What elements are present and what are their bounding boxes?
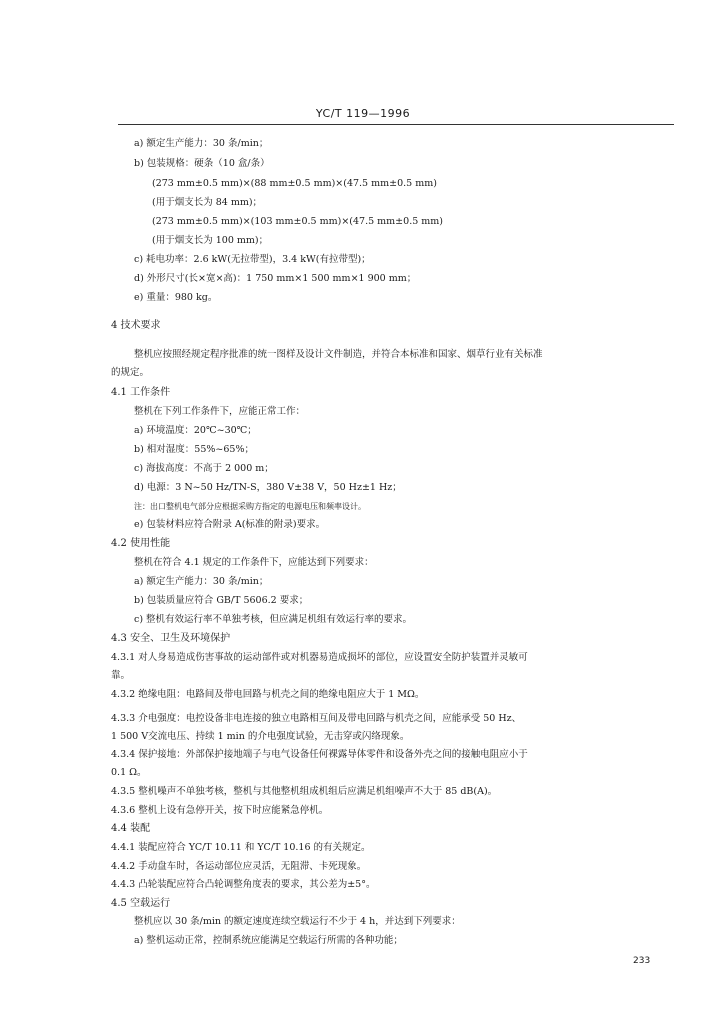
item-e-weight: e) 重量：980 kg。 <box>134 292 218 303</box>
clause-4-3-3: 4.3.3 介电强度：电控设备非电连接的独立电路相互间及带电回路与机壳之间，应能承受 50 Hz、 <box>111 713 522 724</box>
performance-a-capacity: a) 额定生产能力：30 条/min； <box>134 576 269 587</box>
clause-4-3-5: 4.3.5 整机噪声不单独考核，整机与其他整机组成机组后应满足机组噪声不大于 85 dB(A)。 <box>111 786 498 797</box>
clause-4-3-1-cont: 靠。 <box>111 670 131 681</box>
section-4-2-intro: 整机在符合 4.1 规定的工作条件下，应能达到下列要求： <box>134 557 374 568</box>
dimension-note-84: (用于烟支长为 84 mm)； <box>152 197 263 208</box>
performance-b-quality: b) 包装质量应符合 GB/T 5606.2 要求； <box>134 595 309 606</box>
section-4-1-intro: 整机在下列工作条件下，应能正常工作： <box>134 406 306 417</box>
section-4-paragraph: 整机应按照经规定程序批准的统一图样及设计文件制造，并符合本标准和国家、烟草行业有关标准 <box>134 349 543 360</box>
section-4-5-intro: 整机应以 30 条/min 的额定速度连续空载运行不少于 4 h，并达到下列要求： <box>134 916 461 927</box>
dimension-line-84: (273 mm±0.5 mm)×(88 mm±0.5 mm)×(47.5 mm±0.5 mm) <box>152 178 437 189</box>
clause-4-4-2: 4.4.2 手动盘车时，各运动部位应灵活，无阻滞、卡死现象。 <box>111 861 367 872</box>
page-number: 233 <box>633 956 651 966</box>
header-rule <box>118 124 674 125</box>
item-a-rated-capacity: a) 额定生产能力：30 条/min； <box>134 138 269 149</box>
condition-b-humidity: b) 相对湿度：55%~65%； <box>134 444 254 455</box>
section-4-title: 4 技术要求 <box>111 320 161 331</box>
section-4-4-title: 4.4 装配 <box>111 823 151 834</box>
clause-4-3-6: 4.3.6 整机上设有急停开关，按下时应能紧急停机。 <box>111 805 329 816</box>
performance-c-efficiency: c) 整机有效运行率不单独考核，但应满足机组有效运行率的要求。 <box>134 614 413 625</box>
power-supply-note: 注：出口整机电气部分应根据采购方指定的电源电压和频率设计。 <box>134 502 366 511</box>
clause-4-3-2: 4.3.2 绝缘电阻：电路间及带电回路与机壳之间的绝缘电阻应大于 1 MΩ。 <box>111 689 425 700</box>
condition-d-power-supply: d) 电源：3 N~50 Hz/TN-S，380 V±38 V，50 Hz±1 Hz； <box>134 482 402 493</box>
clause-4-3-4-cont: 0.1 Ω。 <box>111 767 147 778</box>
requirement-a-operation: a) 整机运动正常，控制系统应能满足空载运行所需的各种功能； <box>134 935 403 946</box>
section-4-1-title: 4.1 工作条件 <box>111 387 171 398</box>
clause-4-4-1: 4.4.1 装配应符合 YC/T 10.11 和 YC/T 10.16 的有关规定。 <box>111 842 371 853</box>
section-4-3-title: 4.3 安全、卫生及环境保护 <box>111 633 231 644</box>
condition-c-altitude: c) 海拔高度：不高于 2 000 m； <box>134 463 274 474</box>
dimension-note-100: (用于烟支长为 100 mm)； <box>152 235 269 246</box>
item-c-power: c) 耗电功率：2.6 kW(无拉带型)，3.4 kW(有拉带型)； <box>134 254 371 265</box>
item-d-dimensions: d) 外形尺寸(长×宽×高)：1 750 mm×1 500 mm×1 900 mm； <box>134 273 417 284</box>
clause-4-3-1: 4.3.1 对人身易造成伤害事故的运动部件或对机器易造成损坏的部位，应设置安全防护装置并灵敏可 <box>111 652 528 663</box>
item-b-packaging-spec: b) 包装规格：硬条（10 盒/条） <box>134 158 270 169</box>
clause-4-3-4: 4.3.4 保护接地：外部保护接地端子与电气设备任何裸露导体零件和设备外壳之间的接触电阻应小于 <box>111 749 528 760</box>
clause-4-3-3-cont: 1 500 V交流电压、持续 1 min 的介电强度试验，无击穿或闪络现象。 <box>111 731 410 742</box>
section-4-2-title: 4.2 使用性能 <box>111 538 171 549</box>
section-4-5-title: 4.5 空载运行 <box>111 898 171 909</box>
clause-4-4-3: 4.4.3 凸轮装配应符合凸轮调整角度表的要求，其公差为±5°。 <box>111 879 376 890</box>
standard-header: YC/T 119—1996 <box>315 107 411 120</box>
dimension-line-100: (273 mm±0.5 mm)×(103 mm±0.5 mm)×(47.5 mm±0.5 mm) <box>152 216 443 227</box>
condition-e-packaging: e) 包装材料应符合附录 A(标准的附录)要求。 <box>134 519 326 530</box>
condition-a-temperature: a) 环境温度：20℃~30℃； <box>134 425 257 436</box>
section-4-paragraph-cont: 的规定。 <box>111 367 150 378</box>
